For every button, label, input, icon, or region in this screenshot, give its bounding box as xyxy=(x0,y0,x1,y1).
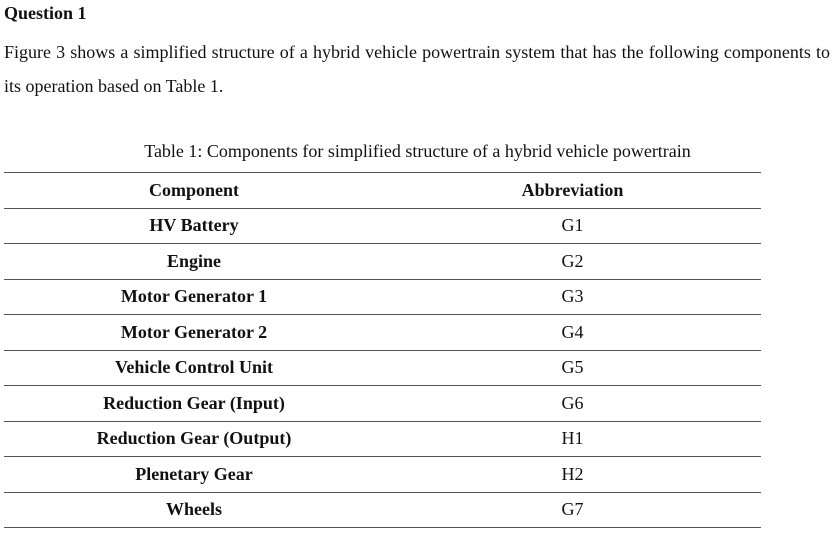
header-abbreviation: Abbreviation xyxy=(521,179,624,200)
abbreviation-cell: G2 xyxy=(561,250,584,271)
table-row xyxy=(4,315,761,351)
abbreviation-cell: G6 xyxy=(561,392,584,413)
component-cell: Reduction Gear (Output) xyxy=(96,428,292,449)
component-cell: Engine xyxy=(166,250,222,271)
question-paragraph: Figure 3 shows a simplified structure of a hybrid vehicle powertrain system that has the following components to its operation based on Table 1. xyxy=(4,42,830,96)
abbreviation-cell: G7 xyxy=(561,499,584,520)
abbreviation-cell: G3 xyxy=(561,286,584,307)
component-cell: Vehicle Control Unit xyxy=(114,357,273,378)
components-table xyxy=(4,172,761,528)
table-row xyxy=(4,457,761,493)
table-row xyxy=(4,422,761,458)
component-cell: Plenetary Gear xyxy=(135,463,253,484)
header-component: Component xyxy=(148,179,239,200)
table-row xyxy=(4,351,761,387)
abbreviation-cell: G1 xyxy=(561,215,584,236)
table-row xyxy=(4,280,761,316)
abbreviation-cell: H2 xyxy=(561,463,584,484)
table-row xyxy=(4,493,761,529)
component-cell: HV Battery xyxy=(149,215,239,236)
component-cell: Motor Generator 1 xyxy=(120,286,268,307)
abbreviation-cell: G4 xyxy=(561,321,584,342)
table-row xyxy=(4,386,761,422)
component-cell: Motor Generator 2 xyxy=(120,321,268,342)
component-cell: Reduction Gear (Input) xyxy=(103,392,285,413)
table-row xyxy=(4,209,761,245)
component-cell: Wheels xyxy=(166,499,222,520)
table-header-row xyxy=(4,173,761,209)
abbreviation-cell: G5 xyxy=(561,357,584,378)
abbreviation-cell: H1 xyxy=(561,428,584,449)
table-caption: Table 1: Components for simplified structure of a hybrid vehicle powertrain xyxy=(144,141,691,161)
question-heading: Question 1 xyxy=(4,3,87,23)
table-row xyxy=(4,244,761,280)
